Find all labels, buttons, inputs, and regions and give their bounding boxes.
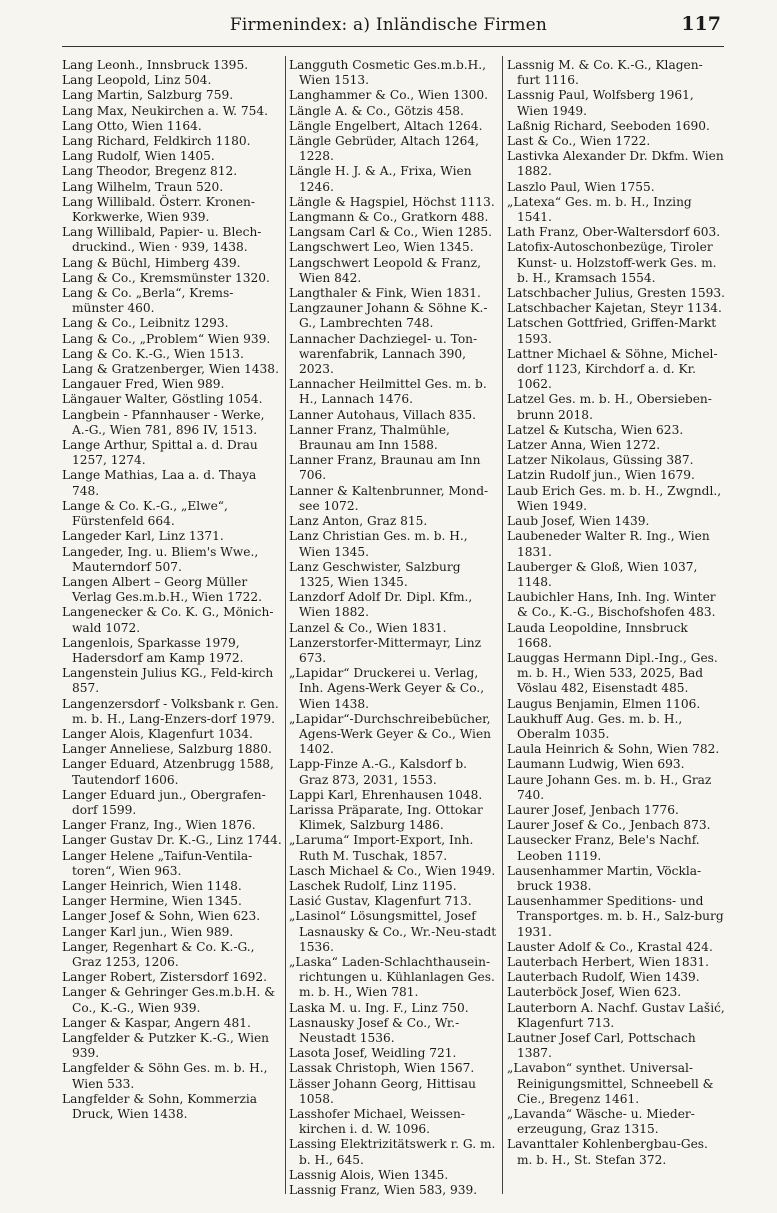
index-entry: Lasić Gustav, Klagenfurt 713. (289, 894, 472, 909)
index-entry: Laurer Josef & Co., Jenbach 873. (507, 818, 711, 833)
index-entry: Laumann Ludwig, Wien 693. (507, 757, 685, 772)
index-entry: Langauer Fred, Wien 989. (62, 377, 225, 392)
index-entry: Langbein - Pfannhauser - Werke, A.-G., Wien 781, 896 IV, 1513. (62, 407, 265, 437)
index-entry: Langfelder & Söhn Ges. m. b. H., Wien 533. (62, 1061, 268, 1091)
index-entry: Lauterbach Rudolf, Wien 1439. (507, 970, 700, 985)
page-header (0, 6, 777, 40)
index-entry: Lausecker Franz, Bele's Nachf. Leoben 1119. (507, 833, 700, 863)
column-divider (502, 56, 503, 1194)
index-entry: Lanz Geschwister, Salzburg 1325, Wien 1345. (289, 559, 461, 589)
index-entry: Lauterborn A. Nachf. Gustav Lašić, Klagenfurt 713. (507, 1000, 725, 1030)
index-entry: Laula Heinrich & Sohn, Wien 782. (507, 742, 720, 757)
index-entry: Latzin Rudolf jun., Wien 1679. (507, 468, 695, 483)
index-entry: Lang & Gratzenberger, Wien 1438. (62, 362, 279, 377)
index-entry: Lath Franz, Ober-Waltersdorf 603. (507, 225, 721, 240)
index-entry: Laugus Benjamin, Elmen 1106. (507, 696, 701, 711)
index-entry: Lang & Co. K.-G., Wien 1513. (62, 346, 244, 361)
index-entry: Lanz Anton, Graz 815. (289, 514, 428, 529)
index-entry: Laukhuff Aug. Ges. m. b. H., Oberalm 1035. (507, 711, 683, 741)
index-entry: Lang Wilhelm, Traun 520. (62, 179, 224, 194)
index-entry: Lange & Co. K.-G., „Elwe“, Fürstenfeld 664. (62, 498, 228, 529)
index-entry: Langer & Kaspar, Angern 481. (62, 1015, 251, 1030)
index-entry: Lauterbach Herbert, Wien 1831. (507, 954, 709, 969)
index-entry: Lanzdorf Adolf Dr. Dipl. Kfm., Wien 1882. (289, 590, 473, 620)
index-entry: Lang & Co., „Problem“ Wien 939. (62, 331, 271, 346)
index-entry: Laubichler Hans, Inh. Ing. Winter & Co., K.-G., Bischofshofen 483. (507, 590, 716, 620)
index-entry: Langeder Karl, Linz 1371. (62, 529, 224, 544)
index-entry: Laszlo Paul, Wien 1755. (507, 179, 655, 194)
index-entry: Latofix-Autoschonbezüge, Tiroler Kunst- u. Holzstoff-werk Ges. m. b. H., Kramsach 1554. (507, 240, 717, 285)
index-entry: Lang Leonh., Innsbruck 1395. (62, 58, 249, 72)
index-entry: Laubeneder Walter R. Ing., Wien 1831. (507, 529, 710, 559)
index-entry: Latzel & Kutscha, Wien 623. (507, 422, 684, 437)
index-entry: Langenecker & Co. K. G., Mönich-wald 1072. (62, 605, 274, 635)
index-entry: Langhammer & Co., Wien 1300. (289, 88, 488, 103)
index-entry: Langer Helene „Taifun-Ventila-toren“, Wien 963. (62, 848, 253, 878)
index-entry: Lanz Christian Ges. m. b. H., Wien 1345. (289, 529, 468, 559)
index-entry: Lapp-Finze A.-G., Kalsdorf b. Graz 873, 2031, 1553. (289, 757, 468, 787)
index-entry: Längle & Hagspiel, Höchst 1113. (289, 194, 495, 209)
index-entry: Langsam Carl & Co., Wien 1285. (289, 225, 492, 240)
index-entry: „Lavanda“ Wäsche- u. Mieder-erzeugung, Graz 1315. (507, 1107, 695, 1137)
index-entry: Laßnig Richard, Seeboden 1690. (507, 118, 710, 133)
index-entry: Lauggas Hermann Dipl.-Ing., Ges. m. b. H., Wien 533, 2025, Bad Vöslau 482, Eisenstadt 485. (507, 650, 718, 696)
index-entry: Lanzerstorfer-Mittermayr, Linz 673. (289, 635, 482, 665)
index-entry: Lang Willibald. Österr. Kronen-Korkwerke, Wien 939. (62, 194, 256, 225)
index-entry: Langer Franz, Ing., Wien 1876. (62, 818, 256, 833)
index-entry: Langer & Gehringer Ges.m.b.H. & Co., K.-G., Wien 939. (62, 985, 276, 1015)
index-entry: Lang Rudolf, Wien 1405. (62, 149, 215, 164)
index-entry: Latzer Nikolaus, Güssing 387. (507, 453, 694, 468)
index-entry: Lassnig Franz, Wien 583, 939. (289, 1183, 478, 1198)
index-entry: Lang Theodor, Bregenz 812. (62, 164, 238, 179)
index-entry: Längle Gebrüder, Altach 1264, 1228. (289, 134, 479, 164)
index-entry: Langer Eduard, Atzenbrugg 1588, Tautendorf 1606. (62, 757, 274, 787)
index-entry: Laure Johann Ges. m. b. H., Graz 740. (507, 772, 712, 802)
index-entry: Laub Erich Ges. m. b. H., Zwgndl., Wien 1949. (507, 483, 722, 513)
index-entry: Lautner Josef Carl, Pottschach 1387. (507, 1031, 696, 1061)
index-entry: Latschen Gottfried, Griffen-Markt 1593. (507, 316, 717, 346)
index-entry: Langer Alois, Klagenfurt 1034. (62, 726, 253, 741)
index-entry: Längauer Walter, Göstling 1054. (62, 392, 263, 407)
index-entry: Laska M. u. Ing. F., Linz 750. (289, 1000, 469, 1015)
index-entry: Lappi Karl, Ehrenhausen 1048. (289, 787, 483, 802)
index-entry: Lasota Josef, Weidling 721. (289, 1046, 457, 1061)
index-entry: Langmann & Co., Gratkorn 488. (289, 210, 489, 225)
index-entry: Langfelder & Putzker K.-G., Wien 939. (62, 1031, 270, 1061)
index-entry: Lanner Franz, Thalmühle, Braunau am Inn 1588. (289, 422, 450, 453)
index-entry: Lang Otto, Wien 1164. (62, 118, 202, 133)
index-entry: Langenstein Julius KG., Feld-kirch 857. (62, 666, 274, 696)
index-entry: Lassak Christoph, Wien 1567. (289, 1061, 475, 1076)
index-entry: Lasshofer Michael, Weissen-kirchen i. d. W. 1096. (289, 1107, 465, 1137)
index-entry: Langeder, Ing. u. Bliem's Wwe., Mauterndorf 507. (62, 544, 259, 574)
index-entry: Langzauner Johann & Söhne K.-G., Lambrechten 748. (289, 301, 488, 331)
index-entry: Langer Josef & Sohn, Wien 623. (62, 909, 261, 924)
index-entry: Lattner Michael & Söhne, Michel-dorf 1123, Kirchdorf a. d. Kr. 1062. (507, 346, 718, 392)
index-entry: Latschbacher Julius, Gresten 1593. (507, 286, 725, 301)
index-entry: „Lasinol“ Lösungsmittel, Josef Lasnausky & Co., Wr.-Neu-stadt 1536. (289, 909, 497, 954)
index-entry: Lannacher Heilmittel Ges. m. b. H., Lannach 1476. (289, 377, 487, 407)
index-entry: Langschwert Leopold & Franz, Wien 842. (289, 255, 481, 285)
index-entry: Langfelder & Sohn, Kommerzia Druck, Wien 1438. (62, 1091, 258, 1122)
index-entry: „Lapidar“ Druckerei u. Verlag, Inh. Agens-Werk Geyer & Co., Wien 1438. (289, 666, 485, 711)
index-column-2 (289, 58, 499, 1198)
index-column-3 (507, 58, 725, 1168)
index-entry: Lange Mathias, Laa a. d. Thaya 748. (62, 468, 257, 498)
index-entry: Lauberger & Gloß, Wien 1037, 1148. (507, 559, 698, 589)
index-entry: Langer Hermine, Wien 1345. (62, 894, 242, 909)
index-entry: Lang Willibald, Papier- u. Blech-druckind., Wien · 939, 1438. (62, 225, 262, 255)
index-entry: Lang Max, Neukirchen a. W. 754. (62, 103, 268, 118)
index-column-1 (62, 58, 282, 1122)
index-entry: Lanzel & Co., Wien 1831. (289, 620, 447, 635)
index-entry: Lang & Co. „Berla“, Krems-münster 460. (62, 286, 234, 316)
index-entry: Laschek Rudolf, Linz 1195. (289, 878, 457, 893)
index-entry: Lassnig M. & Co. K.-G., Klagen-furt 1116. (507, 58, 703, 88)
page-number: 117 (681, 13, 721, 35)
index-entry: Lasnausky Josef & Co., Wr.-Neustadt 1536. (289, 1015, 460, 1045)
index-entry: „Laska“ Laden-Schlachthausein-richtungen u. Kühlanlagen Ges. m. b. H., Wien 781. (289, 954, 495, 1000)
column-divider (285, 56, 286, 1194)
index-entry: Lasch Michael & Co., Wien 1949. (289, 863, 496, 878)
index-entry: Lausenhammer Martin, Vöckla-bruck 1938. (507, 863, 702, 893)
index-entry: Langthaler & Fink, Wien 1831. (289, 286, 481, 301)
index-entry: Langer Karl jun., Wien 989. (62, 924, 234, 939)
index-entry: Lanner Franz, Braunau am Inn 706. (289, 453, 481, 483)
index-entry: Langer Robert, Zistersdorf 1692. (62, 970, 267, 985)
index-entry: Langenzersdorf - Volksbank r. Gen. m. b. H., Lang-Enzers-dorf 1979. (62, 696, 279, 726)
index-entry: Lassnig Paul, Wolfsberg 1961, Wien 1949. (507, 88, 694, 118)
index-entry: Latschbacher Kajetan, Steyr 1134. (507, 301, 722, 316)
index-entry: Larissa Präparate, Ing. Ottokar Klimek, Salzburg 1486. (289, 802, 483, 833)
index-entry: Langer Anneliese, Salzburg 1880. (62, 742, 272, 757)
index-entry: Langenlois, Sparkasse 1979, Hadersdorf am Kamp 1972. (62, 635, 244, 665)
index-entry: Lavanttaler Kohlenbergbau-Ges. m. b. H., St. Stefan 372. (507, 1137, 708, 1167)
index-entry: Latzer Anna, Wien 1272. (507, 438, 661, 453)
index-entry: Lannacher Dachziegel- u. Ton-warenfabrik, Lannach 390, 2023. (289, 331, 478, 377)
index-entry: Lang Leopold, Linz 504. (62, 73, 212, 88)
index-entry: Langer, Regenhart & Co. K.-G., Graz 1253, 1206. (62, 939, 255, 969)
index-entry: Lastivka Alexander Dr. Dkfm. Wien 1882. (507, 149, 724, 179)
index-entry: Lang & Co., Kremsmünster 1320. (62, 270, 270, 285)
index-entry: Lang & Co., Leibnitz 1293. (62, 316, 229, 331)
index-entry: „Lapidar“-Durchschreibebücher, Agens-Werk Geyer & Co., Wien 1402. (289, 711, 492, 757)
index-entry: Langen Albert – Georg Müller Verlag Ges.m.b.H., Wien 1722. (62, 574, 263, 605)
index-entry: Laurer Josef, Jenbach 1776. (507, 802, 679, 817)
index-entry: Längle Engelbert, Altach 1264. (289, 118, 483, 133)
index-entry: Langer Heinrich, Wien 1148. (62, 878, 242, 893)
index-entry: „Latexa“ Ges. m. b. H., Inzing 1541. (507, 194, 692, 225)
index-entry: Langguth Cosmetic Ges.m.b.H., Wien 1513. (289, 58, 487, 88)
index-entry: Last & Co., Wien 1722. (507, 134, 651, 149)
index-entry: Lassnig Alois, Wien 1345. (289, 1167, 449, 1182)
index-entry: Laub Josef, Wien 1439. (507, 514, 650, 529)
page-title: Firmenindex: a) Inländische Firmen (229, 15, 548, 35)
index-entry: Lassing Elektrizitätswerk r. G. m. b. H., 645. (289, 1137, 496, 1167)
index-entry: Langschwert Leo, Wien 1345. (289, 240, 474, 255)
header-rule (62, 46, 724, 47)
index-entry: Lanner & Kaltenbrunner, Mond-see 1072. (289, 483, 489, 513)
index-entry: Lässer Johann Georg, Hittisau 1058. (289, 1076, 476, 1106)
index-entry: Langer Eduard jun., Obergrafen-dorf 1599. (62, 787, 266, 817)
index-entry: Lauda Leopoldine, Innsbruck 1668. (507, 620, 688, 650)
index-entry: Langer Gustav Dr. K.-G., Linz 1744. (62, 833, 282, 848)
index-entry: Lang Martin, Salzburg 759. (62, 88, 234, 103)
index-entry: Lauterböck Josef, Wien 623. (507, 985, 682, 1000)
index-entry: Längle H. J. & A., Frixa, Wien 1246. (289, 164, 472, 194)
index-entry: „Lavabon“ synthet. Universal-Reinigungsmittel, Schneebell & Cie., Bregenz 1461. (507, 1061, 714, 1106)
index-entry: Lanner Autohaus, Villach 835. (289, 407, 477, 422)
index-entry: „Laruma“ Import-Export, Inh. Ruth M. Tuschak, 1857. (289, 833, 474, 863)
index-entry: Lang Richard, Feldkirch 1180. (62, 134, 251, 149)
index-entry: Lauster Adolf & Co., Krastal 424. (507, 939, 713, 954)
index-entry: Latzel Ges. m. b. H., Obersieben-brunn 2018. (507, 392, 712, 422)
index-entry: Längle A. & Co., Götzis 458. (289, 103, 464, 118)
index-entry: Lausenhammer Speditions- und Transportges. m. b. H., Salz-burg 1931. (507, 894, 724, 939)
index-entry: Lang & Büchl, Himberg 439. (62, 255, 241, 270)
index-entry: Lange Arthur, Spittal a. d. Drau 1257, 1274. (62, 438, 258, 468)
